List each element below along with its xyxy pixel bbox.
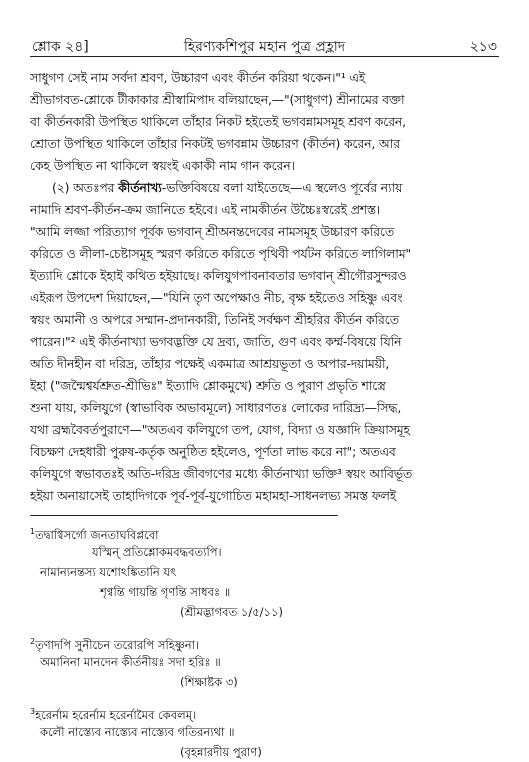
text-line: করিতে ও লীলা-চেষ্টাসমূহ স্মরণ করিতে করিতে পৃথিবী পর্যটন করিতে লাগিলাম" bbox=[30, 246, 411, 261]
text-line: নামাদি শ্রবণ-কীর্তন-ক্রম জানিতে হইবে। এই নামকীর্তন উচ্চৈঃস্বরেই প্রশস্ত। bbox=[30, 202, 381, 217]
footnote-2-line: অমানিনা মানদেন কীর্তনীয়ঃ সদা হরিঃ ॥ bbox=[40, 655, 221, 669]
footnote-3-line: $^3$হরের্নাম হরের্নাম হরের্নামৈব কেবলম্। bbox=[30, 707, 197, 722]
paragraph-number: (২) অতঃপর bbox=[52, 180, 119, 195]
footnotes bbox=[30, 522, 499, 762]
footnote-3-source: (বৃহন্নারদীয় পুরাণ) bbox=[180, 745, 262, 759]
footnote-marker: 2 bbox=[30, 637, 36, 646]
footnote-2-source: (শিক্ষাষ্টক ৩) bbox=[180, 675, 238, 689]
text-line: হইয়া অনায়াসেই তাহাদিগকে পূর্ব-পূর্ব-যুগোচিত মহামহা-সাধনলভ্য সমস্ত ফলই bbox=[30, 488, 397, 503]
text-line: বিচক্ষণ দেহধারী পুরুষ-কর্তৃক অনুষ্ঠিত হইলেও, পূর্ণতা লাভ করে না"; অতএব bbox=[30, 444, 396, 459]
text-line: স্বয়ং অমানী ও অপরে সম্মান-প্রদানকারী, তিনিই সর্বক্ষণ শ্রীহরির কীর্তন করিতে bbox=[30, 312, 399, 327]
text-line: অতি দীনহীন বা দরিদ্র, তাঁহার পক্ষেই একমাত্র আশ্রয়ভূতা ও অপার-দয়াময়ী, bbox=[30, 356, 390, 371]
footnote-2-line: $^2$তৃণাদপি সুনীচেন তরোরপি সহিষ্ণুনা। bbox=[30, 637, 200, 652]
text-line: শুনা যায়, কলিযুগে (স্বাভাবিক অভাবমূলে) সাধারণতঃ লোকের দারিদ্র্য—সিদ্ধ, bbox=[30, 400, 402, 415]
footnote-marker: 3 bbox=[30, 707, 36, 716]
running-header bbox=[30, 32, 499, 57]
footnote-1-line: শৃণ্বন্তি গায়ন্তি গৃণন্তি সাধবঃ ॥ bbox=[100, 585, 231, 599]
footnote-separator bbox=[30, 515, 338, 516]
text-line: বা কীর্তনকারী উপস্থিত থাকিলে তাঁহার নিকট হইতেই ভগবন্নামসমূহ শ্রবণ করেন, bbox=[30, 114, 406, 129]
text-line: কলিযুগে স্বভাবতঃই অতি-দরিদ্র জীবগণের মধ্যে কীর্তনাখ্যা ভক্তি³ স্বয়ং আবির্ভূত bbox=[30, 466, 413, 481]
chapter-title: হিরণ্যকশিপুর মহান পুত্র প্রহ্লাদ bbox=[183, 39, 346, 55]
text-line: ইত্যাদি শ্লোকে ইহাই কথিত হইয়াছে। কলিযুগপাবনাবতার ভগবান্ শ্রীগৌরসুন্দরও bbox=[30, 268, 407, 283]
text-line: শ্রীভাগবত-শ্লোকে টীকাকার শ্রীস্বামিপাদ বলিয়াছেন,—"(সাধুগণ) শ্রীনামের বক্তা bbox=[30, 92, 405, 107]
page-number: ২১৩ bbox=[469, 39, 497, 55]
main-text bbox=[30, 67, 499, 507]
text-line: শ্রোতা উপস্থিত থাকিলে তাঁহার নিকটই ভগবন্নাম উচ্চারণ (কীর্তন) করেন, আর bbox=[30, 136, 400, 151]
footnote-1-line: যস্মিন্ প্রতিশ্লোকমবদ্ধবত্যপি। bbox=[92, 545, 222, 559]
paragraph-start-line bbox=[30, 177, 499, 199]
text-line: সাধুগণ সেই নাম সর্বদা শ্রবণ, উচ্চারণ এবং কীর্তন করিয়া থকেন।"¹ এই bbox=[30, 70, 366, 85]
text-line: এইরূপ উপদেশ দিয়াছেন,—"যিনি তৃণ অপেক্ষাও নীচ, বৃক্ষ হইতেও সহিষ্ণু এবং bbox=[30, 290, 403, 305]
text-line: ইহা ("জন্মৈশ্বর্যশ্রুত-শ্রীভিঃ" ইত্যাদি শ্লোকমুখে) শ্রুতি ও পুরাণ প্রভৃতি শাস্ত্রে bbox=[30, 378, 386, 393]
text-line: কেহ উপস্থিত না থাকিলে স্বয়ংই একাকী নাম গান করেন। bbox=[30, 158, 295, 173]
bold-term: কীর্তনাখ্য bbox=[118, 180, 162, 195]
footnote-1-source: (শ্রীমদ্ভাগবত ১/৫/১১) bbox=[180, 605, 283, 619]
footnote-1-line: $^1$তদ্বাগ্বিসর্গো জনতাঘবিপ্লবো bbox=[30, 527, 159, 542]
verse-reference: শ্লোক ২৪] bbox=[32, 39, 89, 55]
text-line: "আমি লজ্জা পরিত্যাগ পূর্বক ভগবান্ শ্রীঅনন্তদেবের নামসমূহ উচ্চারণ করিতে bbox=[30, 224, 395, 239]
footnote-marker: 1 bbox=[30, 527, 36, 536]
text-line: পারেন।"² এই কীর্তনাখ্যা ভগবদ্ভক্তি যে দ্রব্য, জাতি, গুণ এবং কর্ম্ম-বিষয়ে যিনি bbox=[30, 334, 402, 349]
text-run: -ভক্তিবিষয়ে বলা যাইতেছে—এ স্থলেও পূর্বের ন্যায় bbox=[161, 180, 403, 195]
text-line: যথা ব্রহ্মবৈবর্তপুরাণে—"অতএব কলিযুগে তপ, যোগ, বিদ্যা ও যজ্ঞাদি ক্রিয়াসমূহ bbox=[30, 422, 410, 437]
footnote-1-line: নামান্যনন্তস্য যশোঽঙ্কিতানি যৎ bbox=[40, 565, 177, 579]
footnote-3-line: কলৌ নাস্ত্যেব নাস্ত্যেব নাস্ত্যেব গতিরন্যথা ॥ bbox=[40, 725, 235, 739]
